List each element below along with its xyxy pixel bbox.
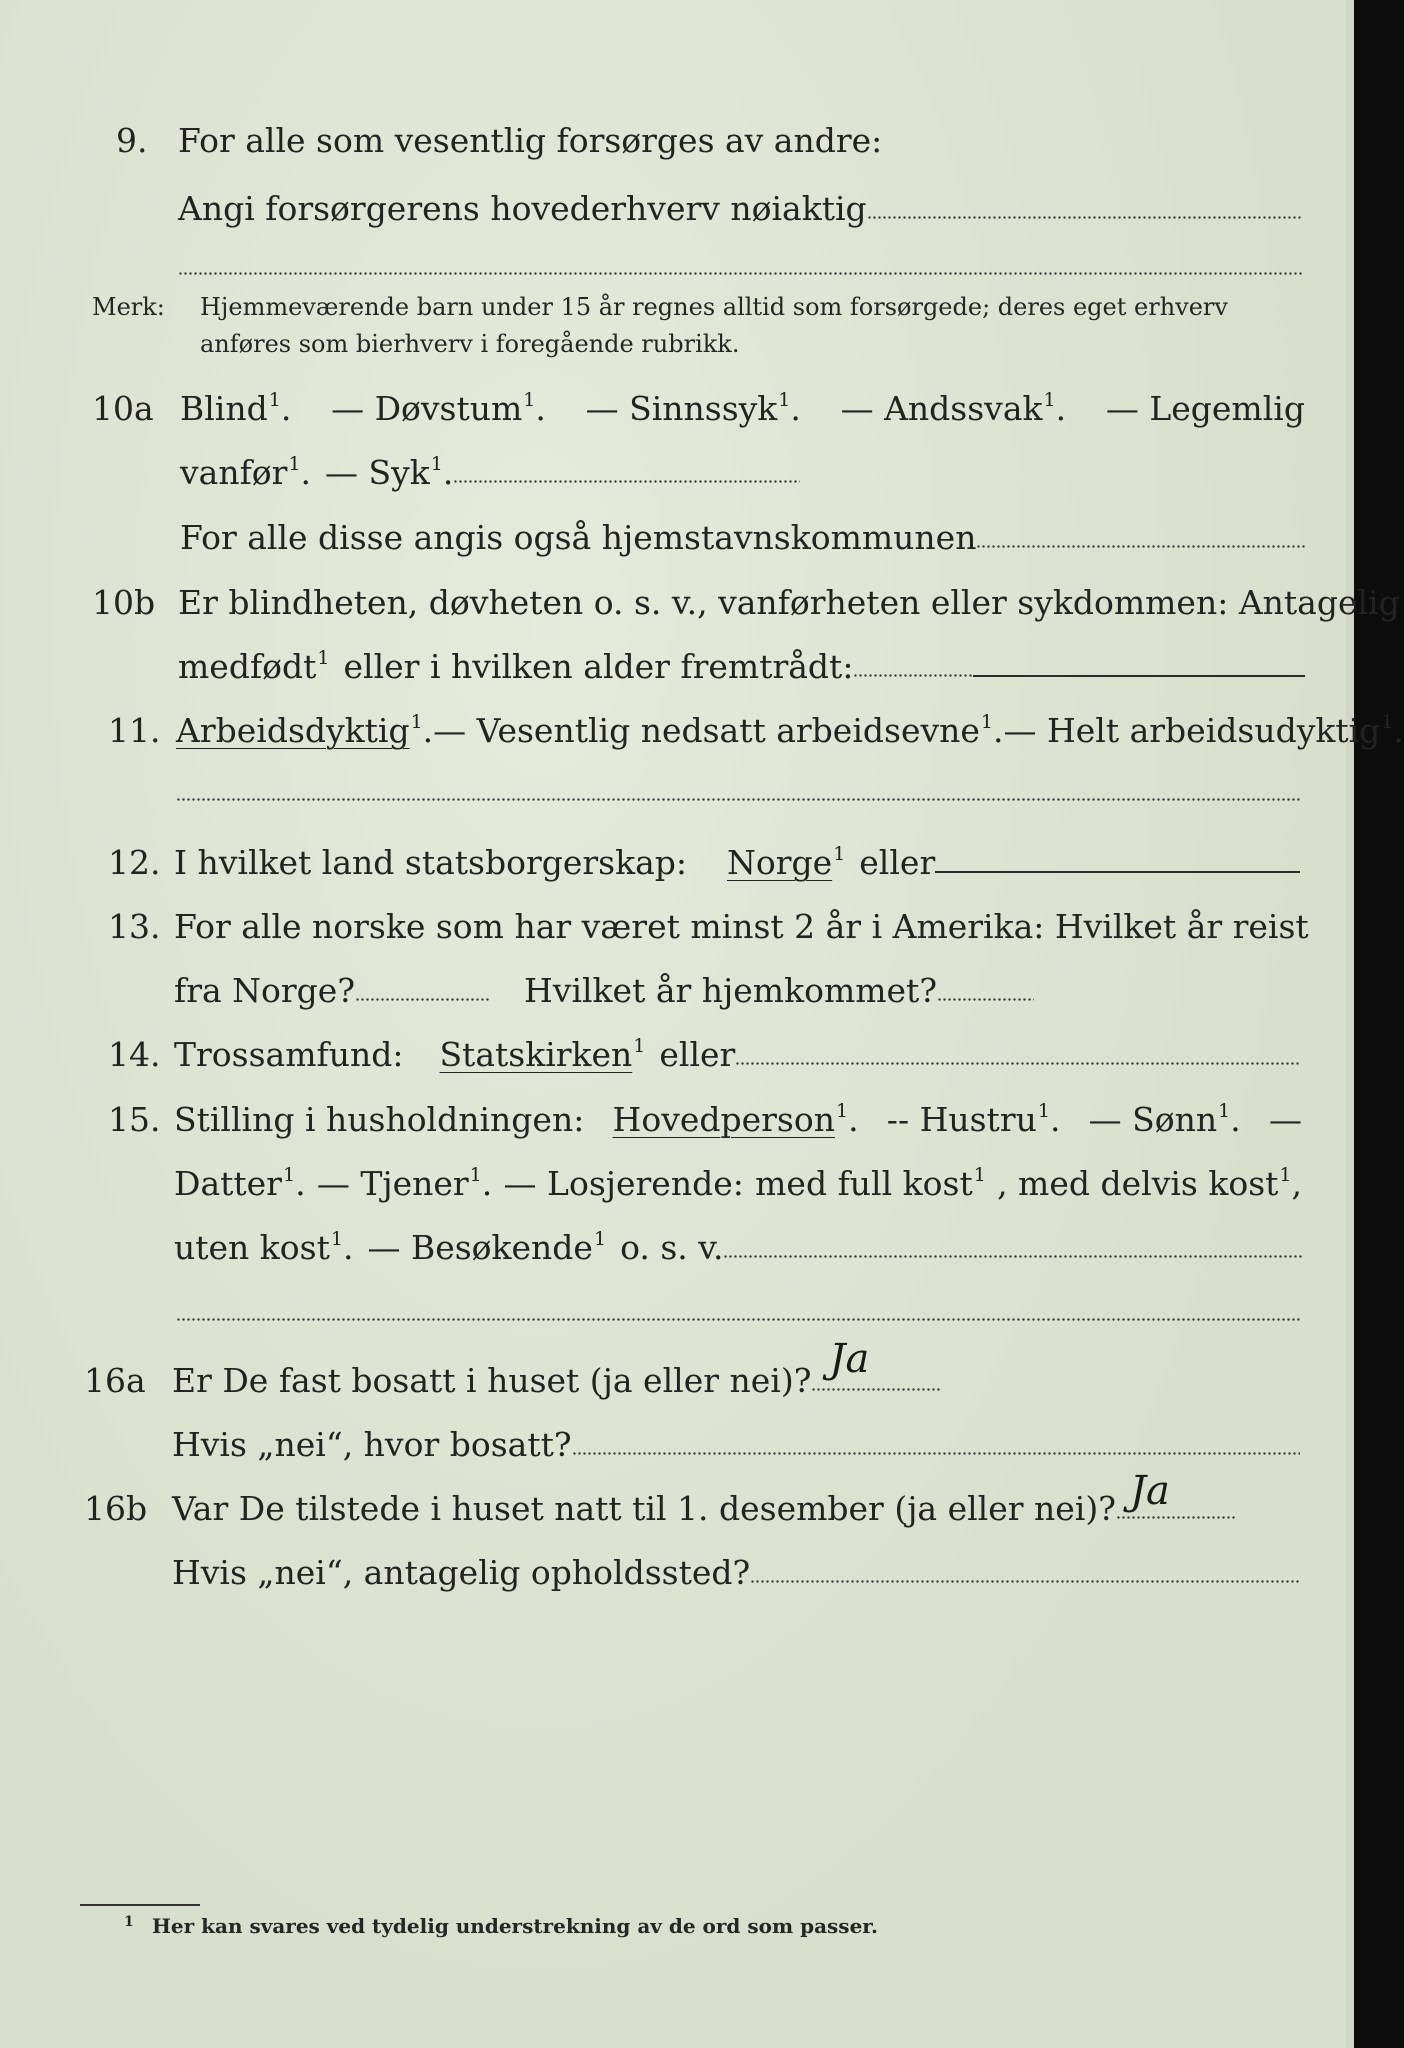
q12-number: 12. [108,843,161,882]
option-hovedperson[interactable]: Hovedperson$^1$. [612,1100,859,1139]
option-delvis-kost[interactable]: , med delvis kost$^1$, [997,1164,1302,1203]
option-legemlig[interactable]: — Legemlig [1105,389,1305,428]
q15-dash: — [1268,1100,1302,1139]
footnote-mark: 1 [124,1914,134,1930]
q13-reist-field[interactable] [355,998,490,1001]
q16b-opholdssted-field[interactable] [750,1580,1300,1583]
option-medfodt[interactable]: medfødt$^1$ [178,647,330,686]
option-statskirken[interactable]: Statskirken$^1$ [439,1035,646,1074]
q10a-kommune-field[interactable] [976,545,1305,548]
q10b-line2 [178,636,1305,686]
q9-line2 [178,178,1303,228]
option-udyktig[interactable]: — Helt arbeidsudyktig$^1$. [1003,711,1404,750]
q10b-dots[interactable] [853,674,973,677]
option-andssvak[interactable]: — Andssvak$^1$. [840,389,1067,428]
footnote-text: Her kan svares ved tydelig understrekning av de ord som passer. [152,1914,878,1938]
q9-line1-text: For alle som vesentlig forsørges av andre: [178,121,883,160]
q10a-line3-text: For alle disse angis også hjemstavnskommunen [180,518,977,557]
option-norge[interactable]: Norge$^1$ [727,843,846,882]
q12-text: I hvilket land statsborgerskap: [174,843,688,882]
q15-line1 [174,1089,1302,1139]
q10a-line1 [180,378,1305,428]
q16b-line1-text: Var De tilstede i huset natt til 1. desember (ja eller nei)? [172,1489,1116,1528]
q11-extra-line[interactable] [176,798,1300,801]
q13-number: 13. [108,907,161,946]
option-sinnssyk[interactable]: — Sinnssyk$^1$. [585,389,801,428]
q10b-line1 [178,572,1400,622]
q10a-line2 [180,442,800,492]
option-blind[interactable]: Blind$^1$. [180,389,292,428]
q13-line1 [174,896,1309,946]
q16a-line1 [172,1336,942,1400]
merk-line1: Hjemmeværende barn under 15 år regnes alltid som forsørgede; deres eget erhverv [200,293,1228,321]
q16b-dots [1116,1516,1236,1519]
option-hustru[interactable]: -- Hustru$^1$. [886,1100,1061,1139]
q9-line2-text: Angi forsørgerens hovederhverv nøiaktig [178,189,867,228]
q10b-answer-field[interactable] [973,675,1305,677]
q12-line [174,832,1300,882]
q16a-handwritten-answer: Ja [829,1336,870,1382]
q15-number: 15. [108,1100,161,1139]
q16a-number: 16a [84,1361,146,1400]
q15-extra-line[interactable] [176,1318,1300,1321]
option-nedsatt[interactable]: — Vesentlig nedsatt arbeidsevne$^1$. [433,711,1004,750]
q16a-answer-field[interactable] [811,1336,942,1400]
q16a-line2 [172,1414,1300,1464]
q11-number: 11. [108,711,161,750]
merk-label: Merk: [92,293,165,321]
q15-line3 [174,1217,1302,1267]
q16b-line2-text: Hvis „nei“, antagelig opholdssted? [172,1553,751,1592]
q10a-number: 10a [92,389,154,428]
q15-line2 [174,1153,1302,1203]
q16a-bosatt-field[interactable] [572,1452,1300,1455]
q11-line [176,700,1404,750]
q16b-answer-field[interactable] [1116,1468,1236,1528]
q16b-line2 [172,1542,1300,1592]
q16a-dots [811,1388,942,1391]
q15-losjerende: — Losjerende: [503,1164,744,1203]
q10b-line2-text: eller i hvilken alder fremtrådt: [343,647,854,686]
q15-answer-field[interactable] [723,1255,1302,1258]
q12-answer-field[interactable] [935,871,1300,873]
q13-hjem-label: Hvilket år hjemkommet? [524,971,938,1010]
option-uten-kost[interactable]: uten kost$^1$. [174,1228,354,1267]
option-syk[interactable]: — Syk$^1$. [325,453,454,492]
option-besokende[interactable]: — Besøkende$^1$ [367,1228,607,1267]
q9-line1 [178,110,1303,160]
q16b-number: 16b [84,1489,148,1528]
option-tjener[interactable]: — Tjener$^1$. [316,1164,493,1203]
q13-line2 [174,960,1034,1010]
q14-text: Trossamfund: [174,1035,404,1074]
q14-number: 14. [108,1035,161,1074]
q9-extra-line[interactable] [178,272,1303,275]
option-datter[interactable]: Datter$^1$. [174,1164,306,1203]
q10a-line3 [180,507,1305,557]
q9-number: 9. [116,121,148,160]
q10b-number: 10b [92,583,156,622]
q14-eller: eller [659,1035,736,1074]
option-sonn[interactable]: — Sønn$^1$. [1088,1100,1241,1139]
q16b-line1 [172,1468,1236,1528]
q16b-handwritten-answer: Ja [1129,1468,1170,1514]
q16a-line2-text: Hvis „nei“, hvor bosatt? [172,1425,572,1464]
q14-answer-field[interactable] [735,1062,1300,1065]
q15-text: Stilling i husholdningen: [174,1100,585,1139]
q16a-line1-text: Er De fast bosatt i huset (ja eller nei)? [172,1361,812,1400]
option-dovstum[interactable]: — Døvstum$^1$. [331,389,546,428]
q9-answer-field[interactable] [867,216,1303,219]
footnote-rule [80,1904,200,1906]
q13-fra-label: fra Norge? [174,971,356,1010]
q12-eller: eller [859,843,936,882]
merk-line2: anføres som bierhverv i foregående rubrikk. [200,330,740,358]
q14-line [174,1024,1300,1074]
q10b-line1-text: Er blindheten, døvheten o. s. v., vanførheten eller sykdommen: Antagelig [178,583,1400,622]
q13-line1-text: For alle norske som har været minst 2 år i Amerika: Hvilket år reist [174,907,1309,946]
page-edge [1346,0,1354,2048]
q13-hjem-field[interactable] [937,998,1034,1001]
q10a-syk-field[interactable] [453,480,800,483]
q15-osv: o. s. v. [620,1228,724,1267]
option-arbeidsdyktig[interactable]: Arbeidsdyktig$^1$. [176,711,434,750]
option-full-kost[interactable]: med full kost$^1$ [755,1164,986,1203]
option-vanfor[interactable]: vanfør$^1$. [180,453,312,492]
